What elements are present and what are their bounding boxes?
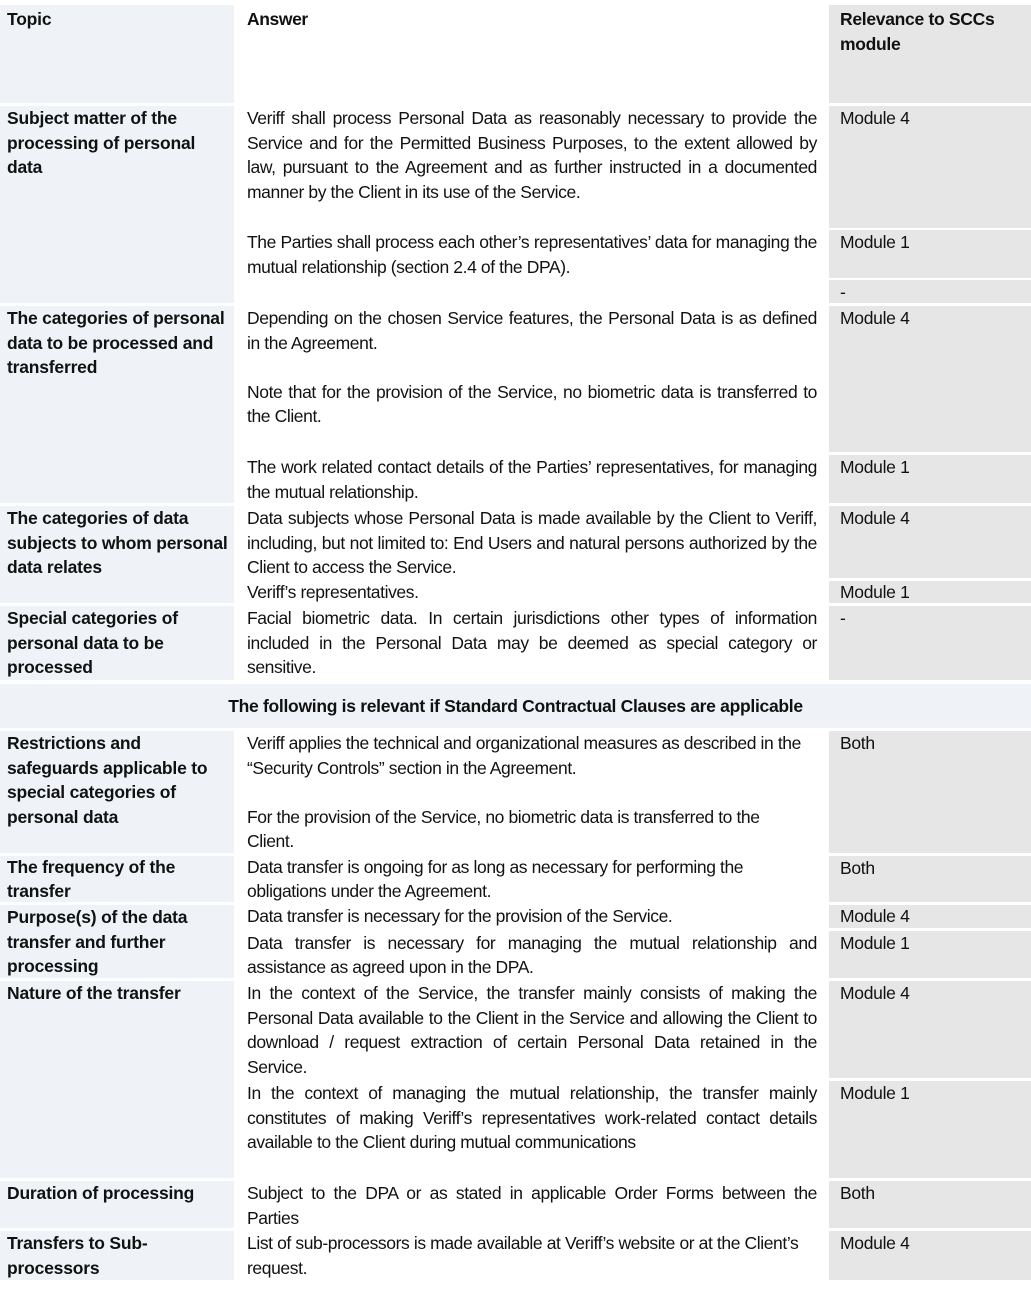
topic-categories-personal-data: The categories of personal data to be processed and transferred <box>0 306 234 503</box>
answer-subject-matter-2: The Parties shall process each other’s representatives’ data for managing the mutual relationship (section 2.4 of the DPA). <box>236 230 828 303</box>
relevance-purpose-1: Module 4 <box>829 905 1031 928</box>
relevance-sub-processors: Module 4 <box>829 1231 1031 1280</box>
answer-sub-processors: List of sub-processors is made available at Veriff’s website or at the Client’s request. <box>236 1231 828 1280</box>
relevance-subject-matter-2: Module 1 <box>829 230 1031 278</box>
relevance-subject-matter-1: Module 4 <box>829 106 1031 228</box>
section-heading: The following is relevant if Standard Contractual Clauses are applicable <box>0 684 1031 728</box>
answer-categories-personal-data-1 <box>236 306 828 452</box>
header-answer: Answer <box>236 5 828 103</box>
answer-paragraph: Depending on the chosen Service features, the Personal Data is as defined in the Agreement. <box>247 308 817 353</box>
answer-duration: Subject to the DPA or as stated in applicable Order Forms between the Parties <box>236 1181 828 1228</box>
relevance-categories-personal-data-1: Module 4 <box>829 306 1031 452</box>
relevance-special-categories: - <box>829 606 1031 680</box>
relevance-nature-1: Module 4 <box>829 981 1031 1078</box>
relevance-categories-personal-data-2: Module 1 <box>829 455 1031 503</box>
relevance-duration: Both <box>829 1181 1031 1228</box>
answer-subject-matter-1: Veriff shall process Personal Data as reasonably necessary to provide the Service and for the Permitted Business Purposes, to the extent allowed by law, pursuant to the Agreement and as further instructed in a documented manner by the Client in its use of the Service. <box>236 106 828 228</box>
relevance-frequency: Both <box>829 856 1031 902</box>
relevance-data-subjects-1: Module 4 <box>829 506 1031 578</box>
answer-special-categories: Facial biometric data. In certain jurisdictions other types of information included in the Personal Data may be deemed as special category or sensitive. <box>236 606 828 680</box>
topic-frequency: The frequency of the transfer <box>0 856 234 902</box>
answer-purpose-2: Data transfer is necessary for managing the mutual relationship and assistance as agreed upon in the DPA. <box>236 931 828 978</box>
answer-paragraph: Note that for the provision of the Service, no biometric data is transferred to the Client. <box>247 381 817 426</box>
header-relevance: Relevance to SCCs module <box>829 5 1031 103</box>
topic-duration: Duration of processing <box>0 1181 234 1228</box>
header-topic: Topic <box>0 5 234 103</box>
topic-data-subjects: The categories of data subjects to whom personal data relates <box>0 506 234 603</box>
answer-nature-1: In the context of the Service, the transfer mainly consists of making the Personal Data available to the Client in the Service and allowing the Client to download / request extraction of certain Personal Data retained in the Service. <box>236 981 828 1079</box>
topic-purpose: Purpose(s) of the data transfer and further processing <box>0 905 234 978</box>
answer-nature-2: In the context of managing the mutual relationship, the transfer mainly constitutes of making Veriff’s representatives work-related contact details available to the Client during mutual communications <box>236 1081 828 1178</box>
answer-data-subjects-2: Veriff’s representatives. <box>236 581 828 603</box>
relevance-data-subjects-2: Module 1 <box>829 581 1031 603</box>
answer-frequency: Data transfer is ongoing for as long as necessary for performing the obligations under the Agreement. <box>236 856 828 902</box>
topic-restrictions: Restrictions and safeguards applicable to special categories of personal data <box>0 731 234 853</box>
answer-paragraph: Veriff applies the technical and organizational measures as described in the “Security Controls” section in the Agreement. <box>247 733 801 778</box>
answer-paragraph: For the provision of the Service, no biometric data is transferred to the Client. <box>247 806 760 851</box>
topic-nature: Nature of the transfer <box>0 981 234 1178</box>
answer-categories-personal-data-2: The work related contact details of the Parties’ representatives, for managing the mutual relationship. <box>236 455 828 503</box>
relevance-nature-2: Module 1 <box>829 1081 1031 1178</box>
relevance-subject-matter-3: - <box>829 280 1031 303</box>
answer-purpose-1: Data transfer is necessary for the provision of the Service. <box>236 905 828 928</box>
answer-restrictions <box>236 731 828 853</box>
answer-data-subjects-1: Data subjects whose Personal Data is made available by the Client to Veriff, including, but not limited to: End Users and natural persons authorized by the Client to access the Service. <box>236 506 828 579</box>
topic-subject-matter: Subject matter of the processing of personal data <box>0 106 234 303</box>
topic-sub-processors: Transfers to Sub-processors <box>0 1231 234 1280</box>
topic-special-categories: Special categories of personal data to be processed <box>0 606 234 680</box>
relevance-purpose-2: Module 1 <box>829 931 1031 978</box>
relevance-restrictions: Both <box>829 731 1031 853</box>
